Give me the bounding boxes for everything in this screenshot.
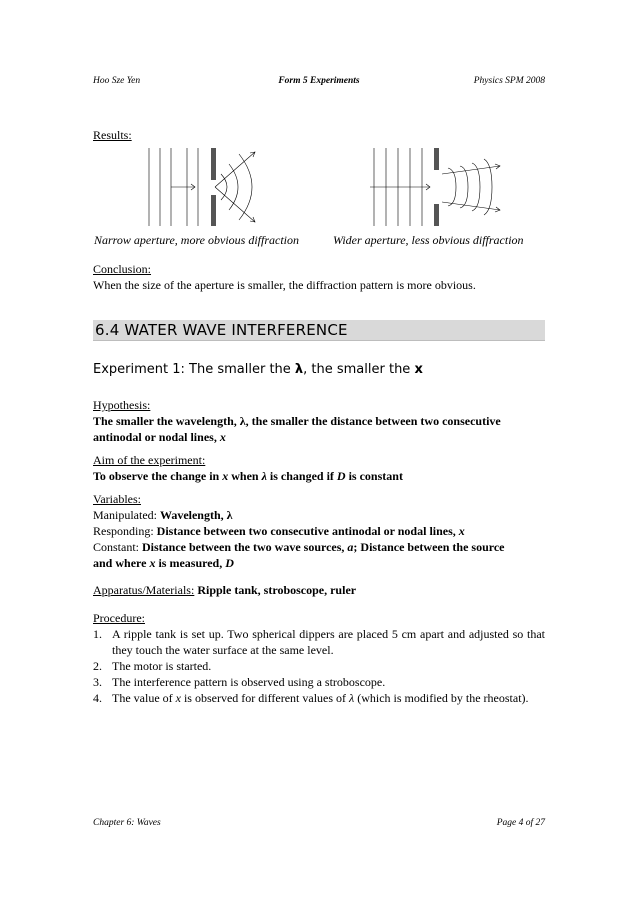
footer-page-number: Page 4 of 27 <box>496 818 545 828</box>
variables-label: Variables: <box>93 492 141 506</box>
caption-narrow: Narrow aperture, more obvious diffraction <box>94 233 299 247</box>
barrier-lower <box>211 195 216 226</box>
conclusion-text: When the size of the aperture is smaller, the diffraction pattern is more obvious. <box>93 278 476 292</box>
barrier-upper <box>211 148 216 180</box>
barrier-upper <box>434 148 439 170</box>
diffracted-ray <box>215 152 255 187</box>
header-title: Form 5 Experiments <box>278 76 360 86</box>
apparatus-label: Apparatus/Materials: <box>93 583 195 597</box>
hypothesis-label: Hypothesis: <box>93 398 151 412</box>
header-author: Hoo Sze Yen <box>93 76 141 86</box>
barrier-lower <box>434 204 439 226</box>
procedure-step: 2. The motor is started. <box>93 659 212 673</box>
variable-manipulated: Manipulated: Wavelength, λ <box>93 508 233 522</box>
diffracted-ray <box>215 187 255 222</box>
section-title: 6.4 WATER WAVE INTERFERENCE <box>95 321 348 339</box>
conclusion-label: Conclusion: <box>93 262 152 276</box>
experiment-title: Experiment 1: The smaller the λ, the smaller the x <box>93 362 423 377</box>
diffracted-ray <box>442 166 500 174</box>
hypothesis-line-2: antinodal or nodal lines, x <box>93 430 226 444</box>
wide-aperture-diagram <box>364 146 514 228</box>
variable-responding: Responding: Distance between two consecutive antinodal or nodal lines, x <box>93 524 465 538</box>
footer-chapter: Chapter 6: Waves <box>93 818 161 828</box>
procedure-step: 4. The value of x is observed for different values of λ (which is modified by the rheostat). <box>93 691 529 705</box>
procedure-step: 3. The interference pattern is observed using a stroboscope. <box>93 675 386 689</box>
aim-text: To observe the change in x when λ is changed if D is constant <box>93 469 403 483</box>
diffracted-wavefront <box>221 174 227 200</box>
procedure-label: Procedure: <box>93 611 145 625</box>
apparatus-line <box>93 582 356 598</box>
variable-constant: Constant: Distance between the two wave sources, a; Distance between the source <box>93 540 505 554</box>
hypothesis-line-1: The smaller the wavelength, λ, the smaller the distance between two consecutive <box>93 414 501 428</box>
narrow-aperture-diagram <box>143 146 273 228</box>
aim-label: Aim of the experiment: <box>93 453 206 467</box>
variable-constant-cont: and where x is measured, D <box>93 556 234 570</box>
diffracted-ray <box>442 202 500 210</box>
procedure-step: 1. A ripple tank is set up. Two spherical dippers are placed 5 cm apart and adjusted so that they touch the water surface at the same level. <box>93 627 545 657</box>
diffracted-wavefront <box>460 166 468 208</box>
results-label: Results: <box>93 128 132 142</box>
apparatus-value: Ripple tank, stroboscope, ruler <box>194 583 357 597</box>
diffracted-wavefront <box>448 168 456 206</box>
header-subject: Physics SPM 2008 <box>473 76 545 86</box>
diffracted-wavefront <box>472 163 480 211</box>
caption-wide: Wider aperture, less obvious diffraction <box>333 233 524 247</box>
